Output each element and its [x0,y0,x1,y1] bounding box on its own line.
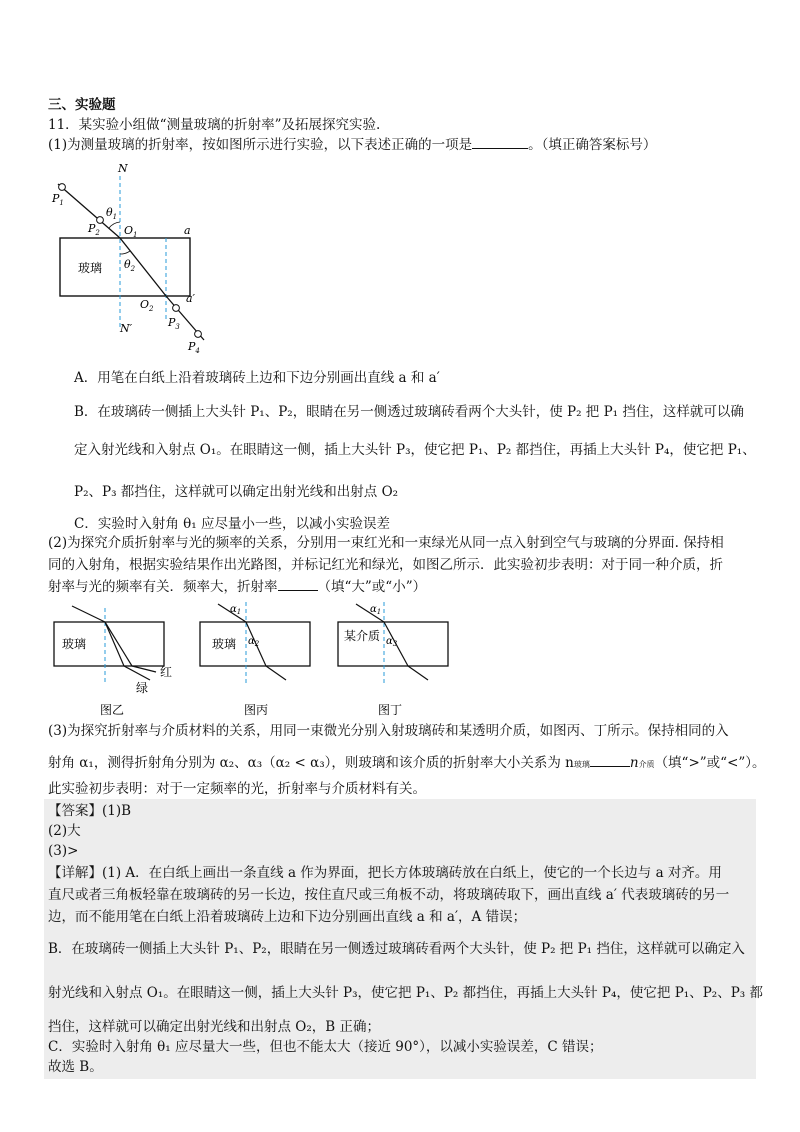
detail-line3: 边，而不能用笔在白纸上沿着玻璃砖上边和下边分别画出直线 a 和 a′，A 错误； [48,909,527,925]
svg-text:α1: $\alpha_1$ [370,604,382,616]
option-b-line3: P₂、P₃ 都挡住，这样就可以确定出射光线和出射点 O₂ [74,484,399,500]
detail-line1: 【详解】(1) A．在白纸上画出一条直线 a 作为界面，把长方体玻璃砖放在白纸上，使它的一个长边与 a 对齐。用 [48,865,722,881]
svg-text:α1: $\alpha_1$ [230,604,242,616]
pin-p2 [97,217,104,224]
detail-line8: 故选 B。 [48,1059,103,1075]
label-n: N [118,162,128,175]
option-a: A．用笔在白纸上沿着玻璃砖上边和下边分别画出直线 a 和 a′ [74,370,440,386]
svg-text:图乙: 图乙 [100,703,125,717]
part3-line3: 此实验初步表明：对于一定频率的光，折射率与介质材料有关。 [48,781,426,797]
label-a: a [184,224,191,237]
label-n-prime: N′ [120,322,133,335]
detail-line2: 直尺或者三角板轻靠在玻璃砖的另一长边，按住直尺或三角板不动，将玻璃砖取下，画出直线 a′ 代表玻璃砖的另一 [48,887,730,903]
pin-p1 [59,184,66,191]
part1-prompt [48,136,656,154]
label-theta1: $\theta_1$ [106,206,118,221]
pin-p3 [173,305,180,312]
option-b-line1: B．在玻璃砖一侧插上大头针 P₁、P₂，眼睛在另一侧透过玻璃砖看两个大头针，使 P₂ 把 P₁ 挡住，这样就可以确 [74,404,744,420]
part3-text: 射角 α₁，测得折射角分别为 α₂、α₃（α₂ < α₃），则玻璃和该介质的折射率大小关系为 n [48,755,574,771]
detail-line6: 挡住，这样就可以确定出射光线和出射点 O₂，B 正确； [48,1019,380,1035]
svg-text:某介质: 某介质 [344,629,381,643]
label-p3: $P_3$ [168,316,180,331]
angle-theta1-arc [109,222,120,228]
svg-text:α2: $\alpha_2$ [248,636,260,648]
section-title: 三、实验题 [48,97,116,113]
svg-text:图丁: 图丁 [378,703,403,717]
subscript-medium: 介质 [638,760,655,769]
svg-text:α3: $\alpha_3$ [386,636,398,648]
figure-ding [338,602,448,717]
detail-line5: 射光线和入射点 O₁。在眼睛这一侧，插上大头针 P₃，使它把 P₁、P₂ 都挡住，再插上大头针 P₄，使它把 P₁、P₂、P₃ 都 [48,985,763,1001]
detail-line7: C．实验时入射角 θ₁ 应尽量大一些，但也不能太大（接近 90°），以减小实验误差，C 错误； [48,1039,603,1055]
label-a-prime: a′ [186,292,196,305]
subscript-glass: 玻璃 [573,760,590,769]
label-o1: $O_1$ [124,224,138,239]
figure-yi [54,606,172,717]
part3-line1: (3)为探究折射率与介质材料的关系，用同一束微光分别入射玻璃砖和某透明介质，如图丙、丁所示。保持相同的入 [48,723,729,739]
svg-text:玻璃: 玻璃 [212,637,237,651]
svg-text:图丙: 图丙 [244,703,269,717]
option-c: C．实验时入射角 θ₁ 应尽量小一些，以减小实验误差 [74,516,390,532]
option-b-line2: 定入射光线和入射点 O₁。在眼睛这一侧，插上大头针 P₃，使它把 P₁、P₂ 都挡住，再插上大头针 P₄，使它把 P₁、 [74,442,756,458]
answer-blank[interactable] [278,578,318,591]
answer-blank[interactable] [472,136,528,149]
angle-theta2-arc [120,251,130,254]
part2-line2: 同的入射角，根据实验结果作出光路图，并标记红光和绿光，如图乙所示．此实验初步表明：对于同一种介质，折 [48,557,723,573]
part2-hint: （填“大”或“小”） [317,579,427,595]
part1-text: (1)为测量玻璃的折射率，按如图所示进行实验，以下表述正确的一项是 [48,137,473,153]
svg-text:红: 红 [160,665,173,679]
detail-line4: B．在玻璃砖一侧插上大头针 P₁、P₂，眼睛在另一侧透过玻璃砖看两个大头针，使 P₂ 把 P₁ 挡住，这样就可以确定入 [48,941,745,957]
n-symbol: n [629,755,639,771]
refraction-figure [48,160,228,356]
part3-hint: （填“>”或“<”）。 [654,755,766,771]
part2-line3 [48,578,426,596]
answer-label: 【答案】(1)B [48,803,132,819]
svg-text:玻璃: 玻璃 [62,637,87,651]
part1-hint: 。（填正确答案标号） [528,137,657,153]
question-stem: 11．某实验小组做“测量玻璃的折射率”及拓展探究实验. [48,117,381,133]
figure-row [48,600,468,718]
part2-text: 射率与光的频率有关．频率大，折射率 [48,579,278,595]
label-o2: $O_2$ [140,298,154,313]
pin-p4 [195,331,202,338]
label-p2: $P_2$ [88,222,100,237]
answer-3: (3)> [48,843,79,859]
label-p4: $P_4$ [188,340,200,355]
label-glass: 玻璃 [78,261,103,275]
part2-line1: (2)为探究介质折射率与光的频率的关系，分别用一束红光和一束绿光从同一点入射到空气与玻璃的分界面. 保持相 [48,535,724,551]
svg-text:绿: 绿 [136,681,149,695]
part3-line2 [48,754,766,774]
figure-bing [200,602,310,717]
answer-panel [44,799,756,1079]
label-theta2: $\theta_2$ [124,258,136,273]
answer-blank[interactable] [590,754,630,767]
label-p1: $P_1$ [52,192,64,207]
answer-2: (2)大 [48,823,81,839]
